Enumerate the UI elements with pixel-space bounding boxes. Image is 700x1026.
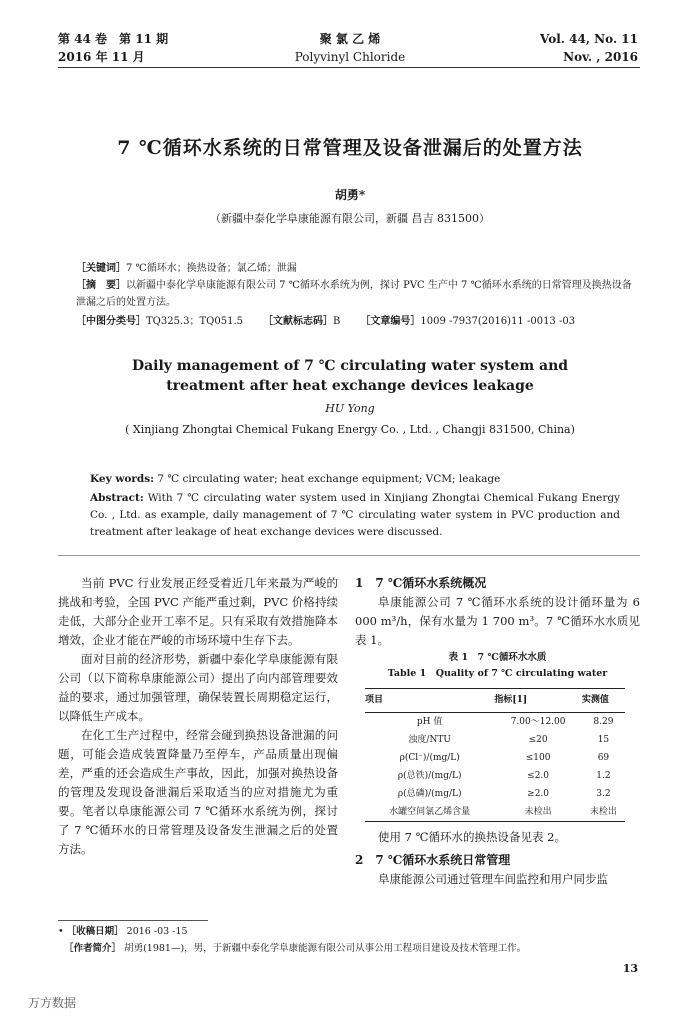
table-header: 项目 xyxy=(365,689,494,713)
table-row xyxy=(365,785,625,803)
keywords-en-text: 7 ℃ circulating water; heat exchange equipment; VCM; leakage xyxy=(157,473,501,485)
paper-title-en: Daily management of 7 ℃ circulating water system and treatment after heat exchange devices leakage xyxy=(131,358,569,394)
table-1-caption-en: Table 1 Quality of 7 ℃ circulating water xyxy=(387,668,608,679)
table-cell: ≥2.0 xyxy=(527,789,550,799)
article-no-value: 1009 -7937(2016)11 -0013 -03 xyxy=(420,316,576,327)
header-divider xyxy=(58,67,640,68)
paper-title-cn: 7 ℃循环水系统的日常管理及设备泄漏后的处置方法 xyxy=(117,137,583,159)
table-cell: 浊度/NTU xyxy=(408,735,451,745)
table-cell: 8.29 xyxy=(593,717,614,727)
right-column xyxy=(355,574,640,889)
author-bio-text: 胡勇(1981—)，男，于新疆中泰化学阜康能源有限公司从事公用工程项目建设及技术管理工作。 xyxy=(124,943,527,954)
received-date: 2016 -03 -15 xyxy=(126,926,188,937)
section-1-paragraph: 阜康能源公司 7 ℃循环水系统的设计循环量为 6 000 m³/h，保有水量为 1 700 m³。7 ℃循环水水质见表 1。 xyxy=(355,595,640,647)
volume-en: Vol. 44, No. 11 xyxy=(540,32,638,46)
table-1-caption-cn: 表 1 7 ℃循环水水质 xyxy=(448,652,547,663)
table-row xyxy=(365,767,625,785)
footnote-author-bio xyxy=(58,940,640,957)
footnote-divider xyxy=(58,920,208,921)
journal-cn: 聚 氯 乙 烯 xyxy=(319,32,381,46)
left-column xyxy=(58,574,338,859)
keywords-cn-text: 7 ℃循环水；换热设备；氯乙烯；泄漏 xyxy=(126,263,297,274)
abstract-en-text: With 7 ℃ circulating water system used in Xinjiang Zhongtai Chemical Fukang Energy Co. , Ltd. as example, daily management of 7 ℃ circulating water system in PVC production and treatment after leakage of heat exchange devices were discussed. xyxy=(90,492,620,538)
date-cn: 2016 年 11 月 xyxy=(58,50,145,64)
table-cell: 69 xyxy=(597,753,610,763)
abstract-cn xyxy=(76,277,636,311)
table-header: 实测值 xyxy=(582,689,625,713)
date-en: Nov. , 2016 xyxy=(563,50,638,64)
volume-cn: 第 44 卷 第 11 期 xyxy=(58,32,169,46)
table-cell: 1.2 xyxy=(596,771,611,781)
keywords-cn-label: ［关键词］ xyxy=(76,263,126,274)
table-cell: 水罐空间氯乙烯含量 xyxy=(365,803,494,822)
table-cell: 3.2 xyxy=(596,789,611,799)
affiliation-en: ( Xinjiang Zhongtai Chemical Fukang Energy Co. , Ltd. , Changji 831500, China) xyxy=(125,423,575,436)
section-2-paragraph: 阜康能源公司通过管理车间监控和用户同步监 xyxy=(378,872,608,886)
abstract-en-label: Abstract: xyxy=(90,492,144,504)
table-cell: 未检出 xyxy=(494,803,582,822)
table-1 xyxy=(365,688,625,822)
section-1-paragraph-2: 使用 7 ℃循环水的换热设备见表 2。 xyxy=(378,830,566,844)
article-no-label: ［文章编号］ xyxy=(360,316,421,327)
abstract-cn-text: 以新疆中泰化学阜康能源有限公司 7 ℃循环水系统为例，探讨 PVC 生产中 7 ℃循环水系统的日常管理及换热设备泄漏之后的处置方法。 xyxy=(76,280,632,308)
section-1-heading: 1 7 ℃循环水系统概况 xyxy=(355,576,487,590)
doc-code-value: B xyxy=(333,316,341,327)
table-cell: ρ(总磷)/(mg/L) xyxy=(397,789,462,799)
abstract-en xyxy=(90,490,620,541)
author-en: HU Yong xyxy=(325,402,375,415)
received-label: ［收稿日期］ xyxy=(66,926,124,937)
abstract-divider xyxy=(58,555,640,556)
table-cell: pH 值 xyxy=(416,717,443,727)
table-cell: ≤2.0 xyxy=(527,771,550,781)
table-cell: 15 xyxy=(597,735,610,745)
table-row xyxy=(365,749,625,767)
intro-paragraph-3: 在化工生产过程中，经常会碰到换热设备泄漏的问题，可能会造成装置降量乃至停车，产品质量出现偏差，严重的还会造成生产事故，因此，加强对换热设备的管理及发现设备泄漏后采取适当的应对措施尤为重要。笔者以阜康能源公司 7 ℃循环水系统为例，探讨了 7 ℃循环水的日常管理及设备发生泄漏之后的处置方法。 xyxy=(58,728,338,856)
page-number: 13 xyxy=(622,962,638,975)
table-cell: ρ(Cl⁻)/(mg/L) xyxy=(399,753,460,763)
table-cell: 未检出 xyxy=(582,803,625,822)
watermark: 万方数据 xyxy=(28,996,77,1010)
clc-label: ［中图分类号］ xyxy=(76,316,146,327)
table-cell: ρ(总铁)/(mg/L) xyxy=(397,771,462,781)
clc-value: TQ325.3；TQ051.5 xyxy=(146,316,243,327)
table-row xyxy=(365,713,625,732)
header-journal xyxy=(250,30,450,66)
keywords-en-label: Key words: xyxy=(90,473,155,485)
table-header: 指标[1] xyxy=(494,689,582,713)
author-bio-label: ［作者简介］ xyxy=(64,943,122,954)
classification-line xyxy=(76,313,636,330)
intro-paragraph-1: 当前 PVC 行业发展正经受着近几年来最为严峻的挑战和考验，全国 PVC 产能严重过剩，PVC 价格持续走低，大部分企业开工率不足。只有采取有效措施降本增效，企业才能在严峻的市场环境中生存下去。 xyxy=(58,576,338,647)
table-row xyxy=(365,803,625,822)
table-row xyxy=(365,731,625,749)
keywords-cn xyxy=(76,260,636,277)
section-2-heading: 2 7 ℃循环水系统日常管理 xyxy=(355,853,511,867)
table-cell: ≤100 xyxy=(525,753,551,763)
journal-en: Polyvinyl Chloride xyxy=(294,50,406,64)
affiliation-cn: （新疆中泰化学阜康能源有限公司，新疆 昌吉 831500） xyxy=(210,212,490,225)
author-cn: 胡勇* xyxy=(334,188,366,202)
intro-paragraph-2: 面对目前的经济形势，新疆中泰化学阜康能源有限公司（以下简称阜康能源公司）提出了向内部管理要效益的要求，通过加强管理，确保装置长周期稳定运行，以降低生产成本。 xyxy=(58,652,338,723)
footnote-received: • ［收稿日期］ 2016 -03 -15 xyxy=(58,926,188,937)
table-cell: 7.00～12.00 xyxy=(510,717,566,727)
table-cell: ≤20 xyxy=(528,735,548,745)
abstract-cn-label: ［摘 要］ xyxy=(76,280,126,291)
keywords-en xyxy=(90,471,620,488)
header-volume-en xyxy=(540,30,638,66)
header-volume-issue xyxy=(58,30,168,66)
doc-code-label: ［文献标志码］ xyxy=(263,316,333,327)
